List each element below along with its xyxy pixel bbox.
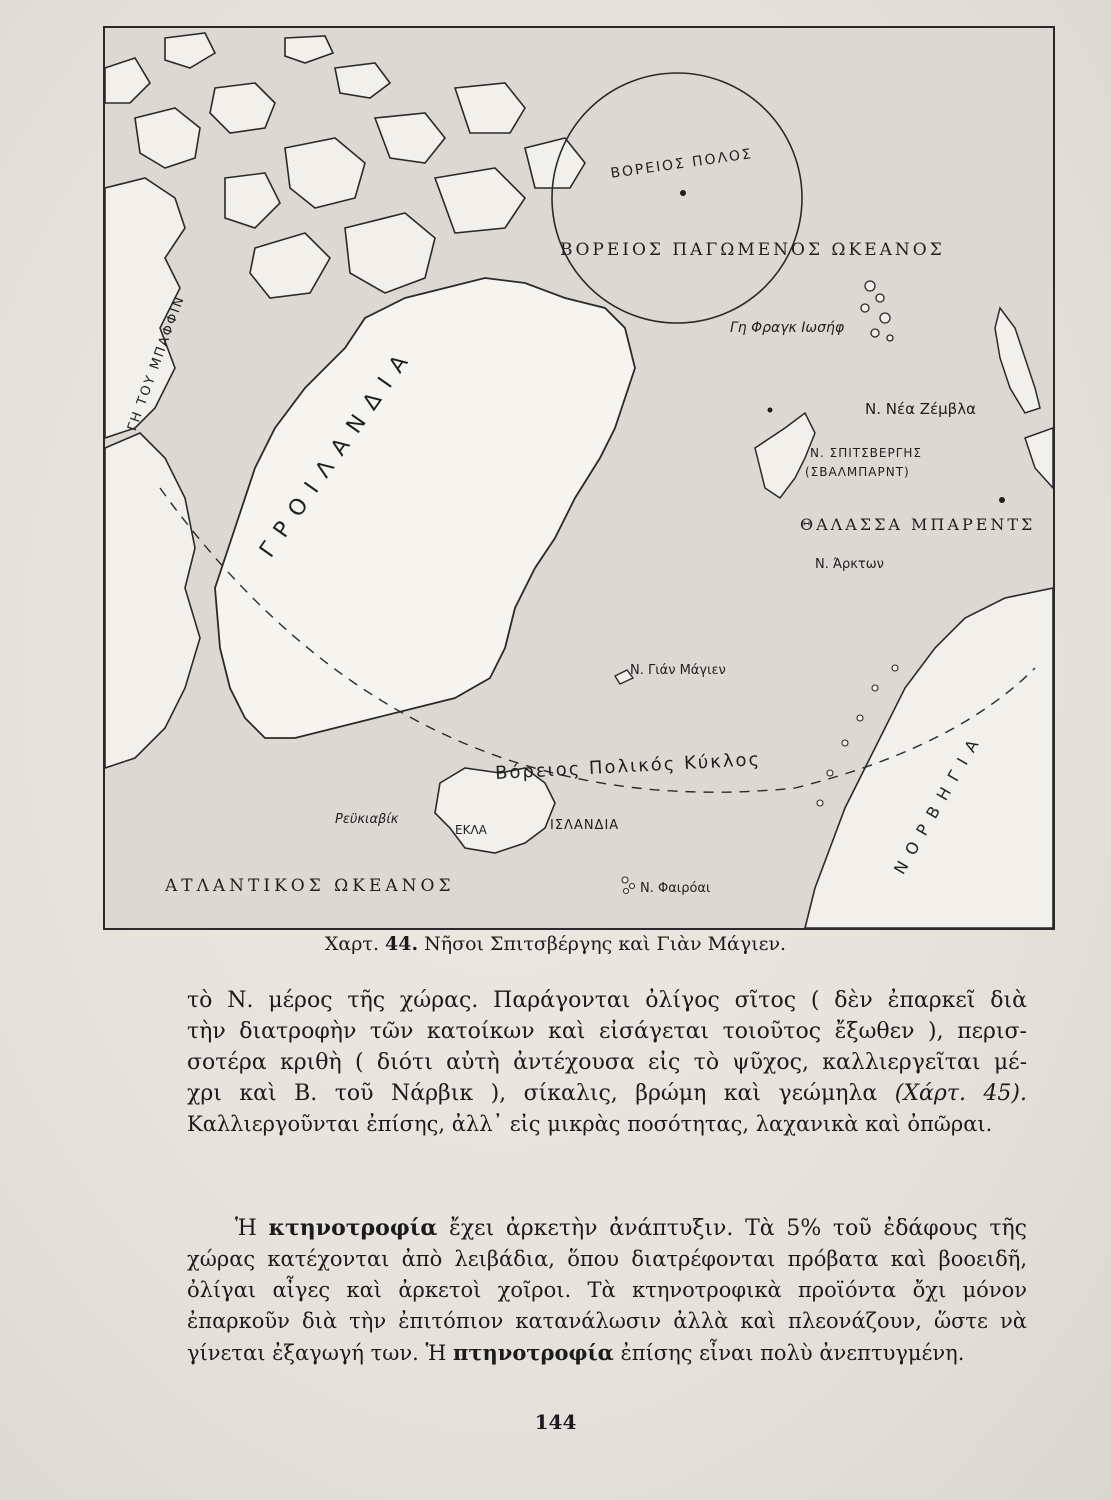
label-faroe: Ν. Φαιρόαι bbox=[640, 881, 711, 896]
label-svalbard: (ΣΒΑΛΜΠΑΡΝΤ) bbox=[805, 465, 910, 479]
label-hekla: ΕΚΛΑ bbox=[455, 823, 487, 837]
label-jan-mayen: Ν. Γιάν Μάγιεν bbox=[630, 663, 726, 678]
north-pole-dot bbox=[680, 190, 686, 196]
map bbox=[103, 26, 1055, 930]
map-reference: (Χάρτ. 45). bbox=[894, 1081, 1027, 1106]
paragraph-2 bbox=[187, 1213, 1027, 1369]
paragraph-1 bbox=[187, 985, 1027, 1140]
caption-text: Νῆσοι Σπιτσβέργης καὶ Γιὰν Μάγιεν. bbox=[424, 933, 787, 955]
label-norway: ΝΟΡΒΗΓΙΑ bbox=[890, 727, 988, 878]
page-number: 144 bbox=[534, 1410, 577, 1434]
label-north-pole: ΒΟΡΕΙΟΣ ΠΟΛΟΣ bbox=[609, 146, 754, 182]
text-line: Καλλιεργοῦνται ἐπίσης, ἀλλ᾽ εἰς μικρὰς ποσότητας, λαχανικὰ καὶ ὀπῶραι. bbox=[187, 1112, 993, 1136]
text-segment: ἔχει ἀρκετὴν ἀνάπτυξιν. Τὰ 5% τοῦ ἐδάφους τῆς bbox=[449, 1216, 1027, 1241]
text-line bbox=[187, 1078, 1027, 1109]
keyword-poultry: πτηνοτροφία bbox=[453, 1340, 614, 1365]
text-line bbox=[187, 1213, 1027, 1244]
text-line: χώρας κατέχονται ἀπὸ λειβάδια, ὅπου διατρέφονται πρόβατα καὶ βοοειδῆ, bbox=[187, 1247, 1027, 1271]
label-iceland: ΙΣΛΑΝΔΙΑ bbox=[550, 818, 620, 833]
label-atlantic: ΑΤΛΑΝΤΙΚΟΣ ΩΚΕΑΝΟΣ bbox=[165, 876, 455, 896]
text-line: τὸ Ν. μέρος τῆς χώρας. Παράγονται ὀλίγος σῖτος ( δὲν ἐπαρκεῖ διὰ bbox=[187, 988, 1027, 1013]
text-line: σοτέρα κριθὴ ( διότι αὐτὴ ἀντέχουσα εἰς τὸ ψῦχος, καλλιεργεῖται μέ- bbox=[187, 1050, 1027, 1075]
keyword-livestock: κτηνοτροφία bbox=[268, 1215, 438, 1241]
text-segment: γίνεται ἐξαγωγή των. Ἡ bbox=[187, 1341, 447, 1365]
text-segment: χρι καὶ Β. τοῦ Νάρβικ ), σίκαλις, βρώμη καὶ γεώμηλα bbox=[187, 1081, 878, 1106]
label-novaya-zemlya: Ν. Νέα Ζέμβλα bbox=[865, 400, 977, 418]
text-line: ἐπαρκοῦν διὰ τὴν ἐπιτόπιον κατανάλωσιν ἀλλὰ καὶ πλεονάζουν, ὥστε νὰ bbox=[187, 1309, 1027, 1333]
text-line bbox=[187, 1337, 1027, 1369]
label-franz-josef: Γη Φραγκ Ιωσήφ bbox=[730, 320, 845, 336]
label-baffin-land: ΓΗ ΤΟΥ ΜΠΑΦΦΙΝ bbox=[125, 293, 189, 434]
map-caption bbox=[0, 933, 1111, 955]
map-drawing bbox=[105, 28, 1053, 928]
caption-prefix: Χαρτ. bbox=[324, 933, 379, 955]
text-line: τὴν διατροφὴν τῶν κατοίκων καὶ εἰσάγεται τοιοῦτος ἔξωθεν ), περισ- bbox=[187, 1019, 1027, 1044]
label-arctic-ocean: ΒΟΡΕΙΟΣ ΠΑΓΩΜΕΝΟΣ ΩΚΕΑΝΟΣ bbox=[560, 240, 945, 260]
label-greenland: ΓΡΟΙΛΑΝΔΙΑ bbox=[255, 341, 421, 563]
text-segment: ἐπίσης εἶναι πολὺ ἀνεπτυγμένη. bbox=[620, 1341, 965, 1365]
text-line: ὀλίγαι αἶγες καὶ ἀρκετοὶ χοῖροι. Τὰ κτηνοτροφικὰ προϊόντα ὄχι μόνον bbox=[187, 1278, 1027, 1302]
label-reykjavik: Ρεϋκιαβίκ bbox=[335, 812, 399, 827]
text-segment: Ἡ bbox=[235, 1216, 257, 1241]
label-bear-island: Ν. Άρκτων bbox=[815, 557, 884, 572]
label-arctic-circle: Βόρειος Πολικός Κύκλος bbox=[494, 749, 762, 784]
caption-number: 44. bbox=[385, 933, 419, 955]
label-barents-sea: ΘΑΛΑΣΣΑ ΜΠΑΡΕΝΤΣ bbox=[800, 515, 1036, 534]
label-spitsbergen: Ν. ΣΠΙΤΣΒΕΡΓΗΣ bbox=[810, 446, 923, 460]
